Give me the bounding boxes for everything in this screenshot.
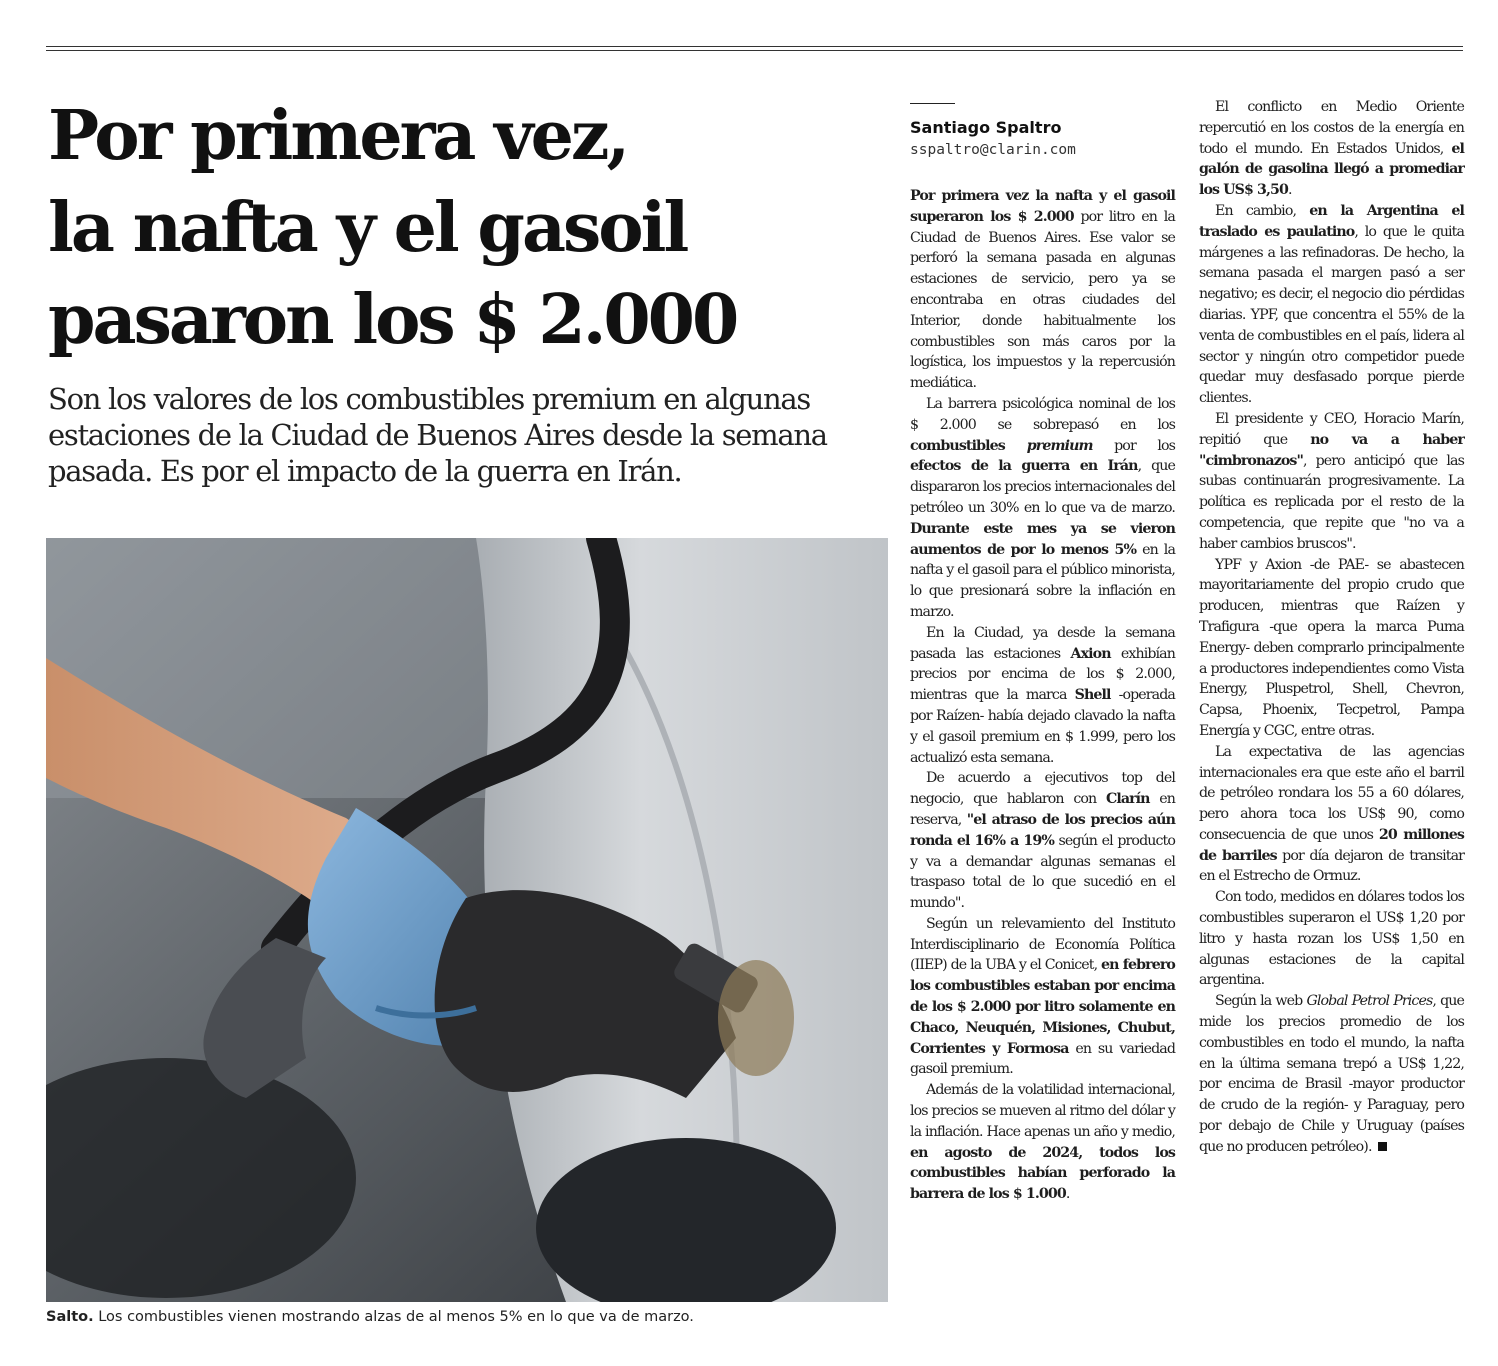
- headline: [48, 90, 878, 366]
- text-span: en reserva,: [910, 791, 1175, 828]
- subhead: Son los valores de los combustibles premium en algunas estaciones de la Ciudad de Buenos Aires desde la semana pasada. Es por el impacto de la guerra en Irán.: [48, 382, 827, 488]
- text-span: , lo que le quita márgenes a las refinadoras. De hecho, la semana pasada el margen pasó a ser negativo; es decir, el negocio dio pérdidas diarias. YPF, que concentra el 55% de la venta de combustibles en el país, lidera al sector y ningún otro competidor puede quedar muy desfasado porque pierde clientes.: [1199, 223, 1465, 407]
- paragraph-7: [1199, 97, 1464, 201]
- bold-span: combustibles: [910, 437, 1027, 454]
- bold-span: efectos de la guerra en Irán: [910, 458, 1138, 475]
- text-span: La barrera psicológica nominal de los $ 2.000 se sobrepasó en los: [910, 395, 1175, 433]
- text-span: , pero anticipó que las subas continuarán progresivamente. La política es replicada por el resto de la competencia, que repite que "no va a haber cambios bruscos".: [1199, 452, 1464, 552]
- bold-span: en febrero los combustibles estaban por encima de los $ 2.000 por litro solamente en Chaco, Neuquén, Misiones, Chubut, Corrientes y Formosa: [910, 957, 1175, 1057]
- bold-span: en la Argentina el traslado es paulatino: [1199, 202, 1464, 240]
- text-span: , que mide los precios promedio de los combustibles en todo el mundo, la nafta en la última semana trepó a US$ 1,22, por encima de Brasil -mayor productor de crudo de la región- y Paraguay, pero por debajo de Chile y Uruguay (países que no producen petróleo).: [1199, 993, 1464, 1155]
- paragraph-9: [1199, 409, 1464, 555]
- author-email: sspaltro@clarin.com: [910, 142, 1076, 158]
- text-span: Con todo, medidos en dólares todos los combustibles superaron el US$ 1,20 por litro y hasta rozan los US$ 1,50 en algunas estaciones de la capital argentina.: [1199, 889, 1464, 989]
- bold-span: Por primera vez la nafta y el gasoil superaron los $ 2.000: [910, 188, 1175, 225]
- text-span: Según un relevamiento del Instituto Interdisciplinario de Economía Política (IIEP) de la UBA y el Conicet,: [910, 915, 1175, 974]
- text-span: El conflicto en Medio Oriente repercutió en los costos de la energía en todo el mundo. En Estados Unidos,: [1199, 99, 1464, 157]
- bold-span: Clarín: [1105, 791, 1150, 808]
- text-span: según el producto y va a demandar algunas semanas el traspaso total de lo que sucedió en el mundo".: [910, 832, 1175, 912]
- paragraph-13: [1199, 991, 1464, 1157]
- paragraph-5: [910, 914, 1175, 1080]
- headline-line-1: Por primera vez,: [48, 96, 628, 176]
- text-span: En la Ciudad, ya desde la semana pasada las estaciones: [910, 624, 1175, 662]
- text-span: Según la web: [1215, 993, 1307, 1010]
- top-rule: [46, 46, 1463, 51]
- paragraph-10: [1199, 555, 1464, 742]
- paragraph-6: [910, 1080, 1175, 1205]
- text-span: exhibían precios por encima de los $ 2.000, mientras que la marca: [910, 645, 1175, 704]
- text-span: La expectativa de las agencias internacionales era que este año el barril de petróleo rondara los 55 a 60 dólares, pero ahora toca los US$ 90, como consecuencia de que unos: [1199, 743, 1464, 843]
- bold-span: "el atraso de los precios aún ronda el 16% a 19%: [910, 811, 1176, 849]
- text-span: Además de la volatilidad internacional, los precios se mueven al ritmo del dólar y la inflación. Hace apenas un año y medio,: [910, 1082, 1175, 1140]
- bold-span: Durante este mes ya se vieron aumentos de por lo menos 5%: [910, 520, 1175, 558]
- paragraph-11: [1199, 742, 1464, 888]
- text-span: , que dispararon los precios internacionales del petróleo un 30% en lo que va de marzo.: [910, 458, 1175, 516]
- bold-span: Shell: [1074, 687, 1111, 704]
- bold-span: 20 millones de barriles: [1199, 826, 1464, 864]
- paragraph-1: [910, 186, 1175, 394]
- text-span: .: [1065, 1186, 1070, 1203]
- text-span: por litro en la Ciudad de Buenos Aires. Ese valor se perforó la semana pasada en algunas estaciones de servicio, pero ya se encontraba en otras ciudades del Interior, donde habitualmente los combustibles son más caros por la logística, los impuestos y la repercusión mediática.: [910, 208, 1175, 392]
- text-span: En cambio,: [1215, 202, 1310, 219]
- bold-span: el galón de gasolina llegó a promediar los US$ 3,50: [1199, 140, 1464, 199]
- paragraph-8: [1199, 201, 1464, 409]
- text-span: en su variedad gasoil premium.: [910, 1040, 1176, 1078]
- fuel-pump-photo: [46, 538, 888, 1302]
- text-span: -operada por Raízen- había dejado clavado la nafta y el gasoil premium en $ 1.999, pero los actualizó esta semana.: [910, 687, 1175, 766]
- paragraph-3: [910, 623, 1175, 769]
- text-span: por día dejaron de transitar en el Estrecho de Ormuz.: [1199, 847, 1465, 885]
- bold-span: Axion: [1070, 645, 1111, 662]
- bold-span: no va a haber "cimbronazos": [1199, 431, 1464, 469]
- text-span: De acuerdo a ejecutivos top del negocio, que hablaron con: [910, 770, 1175, 808]
- italic-span: Global Petrol Prices: [1306, 993, 1433, 1010]
- caption-text: Los combustibles vienen mostrando alzas de al menos 5% en lo que va de marzo.: [93, 1309, 694, 1325]
- paragraph-2: [910, 394, 1175, 623]
- end-mark-icon: [1378, 1142, 1387, 1151]
- text-span: por los: [1092, 437, 1175, 454]
- headline-line-2: la nafta y el gasoil: [48, 188, 687, 268]
- text-span: El presidente y CEO, Horacio Marín, repitió que: [1199, 410, 1464, 448]
- bold-span: en agosto de 2024, todos los combustibles habían perforado la barrera de los $ 1.000: [910, 1144, 1175, 1203]
- byline-rule: [910, 103, 955, 104]
- text-span: en la nafta y el gasoil para el público minorista, lo que presionará sobre la inflación en marzo.: [910, 541, 1176, 620]
- text-span: YPF y Axion -de PAE- se abastecen mayoritariamente del propio crudo que producen, mientras que Raízen y Trafigura -que opera la marca Puma Energy- deben comprarlo principalmente a productores independientes como Vista Energy, Pluspetrol, Shell, Chevron, Capsa, Phoenix, Tecpetrol, Pampa Energía y CGC, entre otras.: [1199, 556, 1464, 739]
- photo-caption: [46, 1309, 888, 1325]
- paragraph-4: [910, 768, 1175, 914]
- article-column-2: [1199, 97, 1464, 1158]
- headline-line-3: pasaron los $ 2.000: [48, 280, 737, 360]
- caption-label: Salto.: [46, 1309, 94, 1325]
- article-column-1: [910, 186, 1175, 1205]
- paragraph-12: [1199, 887, 1464, 991]
- author-name: Santiago Spaltro: [910, 118, 1062, 137]
- text-span: .: [1287, 182, 1292, 199]
- bold-italic-span: premium: [1026, 437, 1093, 454]
